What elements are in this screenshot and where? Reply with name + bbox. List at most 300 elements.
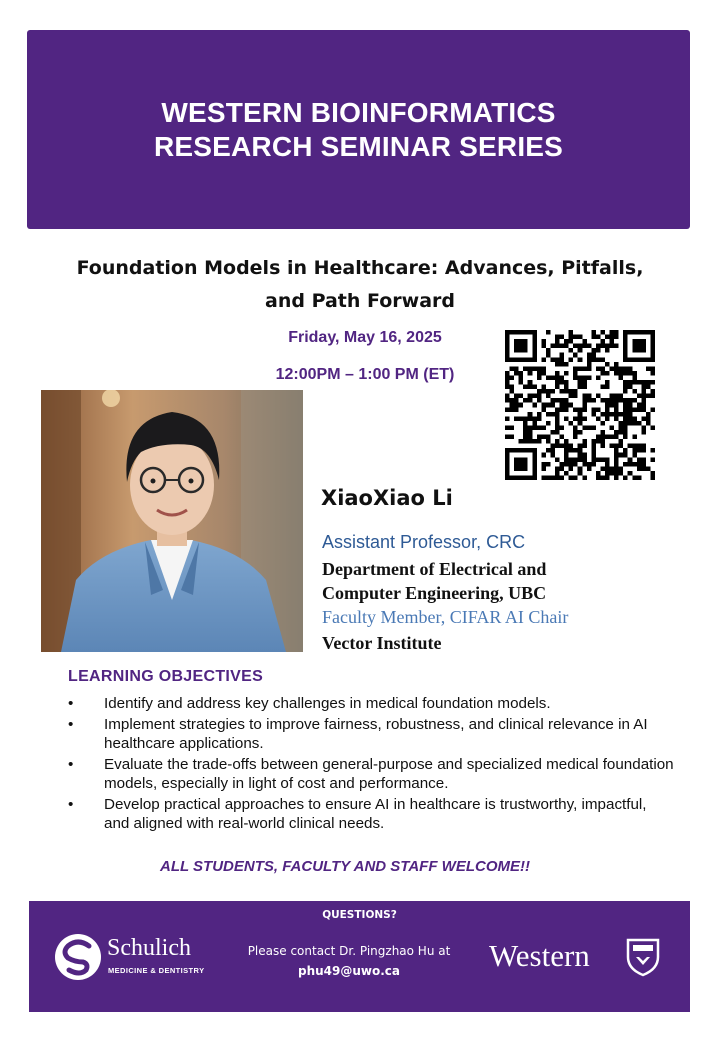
qr-module [523, 430, 528, 435]
qr-module [569, 421, 574, 426]
qr-module [519, 394, 524, 399]
qr-module [560, 444, 565, 449]
qr-module [628, 412, 633, 417]
qr-module [623, 416, 628, 421]
qr-module [578, 416, 583, 421]
qr-module [532, 385, 537, 390]
qr-module [537, 389, 542, 394]
qr-module [587, 466, 592, 471]
qr-module [641, 444, 646, 449]
qr-module [550, 430, 555, 435]
qr-module [546, 389, 551, 394]
qr-module [523, 348, 528, 353]
qr-module [532, 471, 537, 476]
qr-module [596, 394, 601, 399]
qr-module [596, 407, 601, 412]
qr-module [546, 412, 551, 417]
qr-module [546, 353, 551, 358]
qr-module [641, 466, 646, 471]
qr-module [600, 357, 605, 362]
qr-module [623, 453, 628, 458]
qr-module [614, 330, 619, 335]
qr-module [555, 344, 560, 349]
qr-module [523, 344, 528, 349]
banner-title-line2: RESEARCH SEMINAR SERIES [153, 130, 564, 162]
qr-module [528, 330, 533, 335]
qr-module [569, 394, 574, 399]
qr-module [623, 380, 628, 385]
qr-module [519, 466, 524, 471]
qr-module [510, 385, 515, 390]
schulich-logo [53, 932, 213, 982]
qr-module [546, 330, 551, 335]
qr-module [550, 475, 555, 480]
qr-module [646, 412, 651, 417]
talk-title-line2: and Path Forward [265, 290, 455, 312]
qr-module [600, 444, 605, 449]
qr-module [523, 421, 528, 426]
qr-module [605, 380, 610, 385]
qr-module [510, 435, 515, 440]
qr-module [573, 371, 578, 376]
qr-module [578, 344, 583, 349]
qr-module [505, 344, 510, 349]
qr-module [637, 444, 642, 449]
qr-module [628, 380, 633, 385]
qr-module [555, 475, 560, 480]
qr-module [646, 416, 651, 421]
qr-module [619, 430, 624, 435]
qr-module [569, 475, 574, 480]
qr-module [637, 462, 642, 467]
qr-module [632, 475, 637, 480]
qr-module [532, 330, 537, 335]
qr-module [596, 366, 601, 371]
qr-module [532, 466, 537, 471]
qr-module [528, 380, 533, 385]
qr-module [510, 330, 515, 335]
qr-module [541, 385, 546, 390]
qr-module [587, 366, 592, 371]
qr-module [614, 471, 619, 476]
qr-module [564, 344, 569, 349]
qr-module [623, 425, 628, 430]
qr-module [650, 344, 655, 349]
qr-module [596, 344, 601, 349]
qr-module [523, 435, 528, 440]
qr-module [641, 385, 646, 390]
qr-module [505, 357, 510, 362]
qr-module [591, 407, 596, 412]
qr-module [610, 444, 615, 449]
bullet-icon: • [68, 756, 74, 773]
qr-module [637, 348, 642, 353]
speaker-department-line1: Department of Electrical and [322, 559, 547, 579]
qr-module [610, 471, 615, 476]
qr-module [510, 403, 515, 408]
bullet-icon: • [68, 716, 74, 733]
qr-module [628, 421, 633, 426]
qr-module [628, 371, 633, 376]
qr-module [560, 357, 565, 362]
qr-module [569, 330, 574, 335]
qr-module [610, 425, 615, 430]
qr-module [532, 448, 537, 453]
qr-module [514, 344, 519, 349]
qr-module [537, 366, 542, 371]
qr-module [514, 403, 519, 408]
qr-module [641, 448, 646, 453]
qr-module [505, 375, 510, 380]
qr-module [605, 412, 610, 417]
qr-module [646, 385, 651, 390]
qr-module [641, 407, 646, 412]
qr-module [532, 339, 537, 344]
bullet-icon: • [68, 695, 74, 712]
qr-module [510, 357, 515, 362]
qr-module [555, 371, 560, 376]
qr-module [600, 366, 605, 371]
western-crest-icon [625, 937, 661, 977]
qr-module [619, 398, 624, 403]
qr-module [623, 330, 628, 335]
qr-module [523, 466, 528, 471]
qr-module [514, 466, 519, 471]
qr-module [610, 394, 615, 399]
qr-module [600, 330, 605, 335]
qr-module [528, 439, 533, 444]
qr-module [610, 435, 615, 440]
qr-module [637, 357, 642, 362]
qr-module [641, 425, 646, 430]
qr-module [614, 366, 619, 371]
qr-module [564, 471, 569, 476]
qr-module [623, 366, 628, 371]
qr-module [505, 448, 510, 453]
qr-module [582, 416, 587, 421]
qr-module [573, 435, 578, 440]
qr-module [582, 425, 587, 430]
qr-module [560, 389, 565, 394]
qr-module [637, 448, 642, 453]
qr-module [519, 448, 524, 453]
qr-module [510, 366, 515, 371]
qr-module [528, 425, 533, 430]
qr-module [600, 475, 605, 480]
qr-module [541, 407, 546, 412]
qr-module [632, 348, 637, 353]
welcome-message: ALL STUDENTS, FACULTY AND STAFF WELCOME!! [160, 858, 530, 875]
qr-module [641, 344, 646, 349]
qr-module [569, 389, 574, 394]
qr-module [564, 339, 569, 344]
objective-text: Implement strategies to improve fairness, robustness, and clinical relevance in AI healthcare applications. [104, 716, 648, 752]
qr-module [573, 353, 578, 358]
qr-module [532, 439, 537, 444]
speaker-photo [41, 390, 303, 652]
qr-module [514, 371, 519, 376]
qr-module [573, 335, 578, 340]
qr-module [596, 416, 601, 421]
qr-module [555, 398, 560, 403]
qr-module [596, 457, 601, 462]
qr-module [632, 407, 637, 412]
qr-module [596, 357, 601, 362]
qr-module [555, 412, 560, 417]
qr-module [510, 425, 515, 430]
qr-module [532, 453, 537, 458]
qr-module [550, 375, 555, 380]
qr-module [541, 371, 546, 376]
qr-module [505, 471, 510, 476]
qr-module [537, 394, 542, 399]
qr-module [541, 475, 546, 480]
qr-module [578, 348, 583, 353]
qr-module [532, 475, 537, 480]
qr-module [632, 421, 637, 426]
qr-module [623, 430, 628, 435]
qr-module [569, 339, 574, 344]
qr-module [560, 335, 565, 340]
qr-module [623, 407, 628, 412]
qr-module [614, 462, 619, 467]
qr-module [591, 348, 596, 353]
qr-module [532, 394, 537, 399]
qr-module [605, 398, 610, 403]
qr-module [560, 344, 565, 349]
qr-module [523, 462, 528, 467]
qr-module [591, 357, 596, 362]
qr-module [550, 398, 555, 403]
qr-module [623, 462, 628, 467]
qr-module [519, 462, 524, 467]
qr-module [646, 421, 651, 426]
qr-module [532, 403, 537, 408]
qr-module [569, 457, 574, 462]
qr-module [564, 403, 569, 408]
qr-module [550, 357, 555, 362]
qr-module [555, 416, 560, 421]
qr-module [519, 403, 524, 408]
qr-module [605, 435, 610, 440]
qr-module [646, 357, 651, 362]
qr-module [646, 466, 651, 471]
qr-module [582, 407, 587, 412]
bullet-icon: • [68, 796, 74, 813]
talk-time: 12:00PM – 1:00 PM (ET) [275, 366, 455, 383]
qr-module [582, 339, 587, 344]
qr-module [528, 416, 533, 421]
qr-module [546, 421, 551, 426]
qr-module [546, 439, 551, 444]
qr-module [619, 444, 624, 449]
qr-module [650, 330, 655, 335]
qr-module [650, 357, 655, 362]
qr-module [550, 389, 555, 394]
qr-module [641, 389, 646, 394]
qr-module [560, 462, 565, 467]
qr-module [619, 453, 624, 458]
qr-module [523, 457, 528, 462]
qr-module [541, 403, 546, 408]
qr-module [614, 394, 619, 399]
qr-module [555, 425, 560, 430]
qr-module [564, 457, 569, 462]
qr-module [641, 348, 646, 353]
objective-text: Identify and address key challenges in medical foundation models. [104, 695, 551, 712]
qr-module [623, 348, 628, 353]
qr-module [560, 362, 565, 367]
qr-module [600, 344, 605, 349]
qr-module [632, 462, 637, 467]
qr-module [650, 407, 655, 412]
qr-module [628, 462, 633, 467]
qr-module [564, 416, 569, 421]
speaker-name: XiaoXiao Li [321, 486, 453, 510]
qr-module [532, 462, 537, 467]
qr-module [564, 389, 569, 394]
qr-module [650, 471, 655, 476]
qr-module [541, 462, 546, 467]
qr-module [610, 466, 615, 471]
qr-module [505, 394, 510, 399]
qr-module [528, 475, 533, 480]
qr-module [505, 398, 510, 403]
speaker-institute: Vector Institute [322, 633, 442, 653]
qr-module [582, 462, 587, 467]
qr-module [564, 371, 569, 376]
qr-module [564, 448, 569, 453]
qr-module [564, 380, 569, 385]
qr-module [582, 344, 587, 349]
qr-module [605, 416, 610, 421]
qr-module [628, 407, 633, 412]
qr-module [555, 335, 560, 340]
qr-module [555, 421, 560, 426]
qr-module [578, 421, 583, 426]
qr-code[interactable] [505, 330, 655, 480]
qr-module [550, 403, 555, 408]
qr-module [555, 471, 560, 476]
speaker-role-secondary: Faculty Member, CIFAR AI Chair [322, 607, 569, 627]
qr-module [632, 330, 637, 335]
qr-module [519, 371, 524, 376]
contact-line: Please contact Dr. Pingzhao Hu at [247, 944, 451, 958]
objectives-list [66, 694, 676, 835]
list-item [66, 715, 676, 753]
qr-module [578, 444, 583, 449]
qr-module [628, 457, 633, 462]
qr-module [628, 403, 633, 408]
contact-email[interactable]: phu49@uwo.ca [297, 964, 401, 978]
speaker-department [322, 557, 546, 605]
banner-title-line1: WESTERN BIOINFORMATICS [161, 96, 556, 128]
qr-module [605, 466, 610, 471]
qr-module [582, 444, 587, 449]
qr-module [605, 475, 610, 480]
qr-module [600, 421, 605, 426]
qr-module [605, 348, 610, 353]
qr-module [537, 398, 542, 403]
qr-module [564, 462, 569, 467]
qr-module [610, 366, 615, 371]
qr-module [569, 444, 574, 449]
qr-module [637, 457, 642, 462]
qr-module [614, 453, 619, 458]
footer-bar [29, 901, 690, 1012]
qr-module [614, 407, 619, 412]
qr-module [541, 344, 546, 349]
qr-module [578, 466, 583, 471]
qr-module [532, 425, 537, 430]
qr-module [632, 339, 637, 344]
qr-module [641, 416, 646, 421]
qr-module [541, 453, 546, 458]
qr-module [619, 412, 624, 417]
qr-module [528, 385, 533, 390]
qr-module [573, 394, 578, 399]
qr-module [519, 348, 524, 353]
qr-module [505, 462, 510, 467]
qr-module [514, 398, 519, 403]
qr-module [514, 330, 519, 335]
qr-module [514, 457, 519, 462]
qr-module [650, 425, 655, 430]
qr-module [628, 398, 633, 403]
qr-module [614, 448, 619, 453]
schulich-logo-icon [53, 932, 103, 982]
qr-module [514, 366, 519, 371]
qr-module [623, 385, 628, 390]
qr-module [582, 453, 587, 458]
qr-module [591, 412, 596, 417]
qr-module [578, 407, 583, 412]
qr-module [605, 335, 610, 340]
qr-module [600, 398, 605, 403]
qr-module [582, 375, 587, 380]
qr-module [537, 425, 542, 430]
qr-module [582, 403, 587, 408]
qr-module [573, 366, 578, 371]
qr-module [587, 398, 592, 403]
qr-module [641, 357, 646, 362]
qr-module [510, 398, 515, 403]
qr-module [510, 407, 515, 412]
qr-module [610, 344, 615, 349]
qr-module [578, 375, 583, 380]
qr-module [560, 375, 565, 380]
qr-module [532, 416, 537, 421]
qr-module [573, 344, 578, 349]
qr-module [623, 335, 628, 340]
qr-module [505, 348, 510, 353]
qr-module [587, 357, 592, 362]
qr-module [591, 398, 596, 403]
qr-module [650, 339, 655, 344]
qr-module [641, 462, 646, 467]
qr-module [555, 357, 560, 362]
qr-module [537, 439, 542, 444]
qr-module [646, 330, 651, 335]
qr-module [614, 416, 619, 421]
objectives-heading: LEARNING OBJECTIVES [68, 668, 264, 685]
qr-module [560, 466, 565, 471]
qr-module [555, 444, 560, 449]
qr-module [578, 385, 583, 390]
qr-module [532, 357, 537, 362]
qr-module [523, 475, 528, 480]
qr-module [541, 466, 546, 471]
